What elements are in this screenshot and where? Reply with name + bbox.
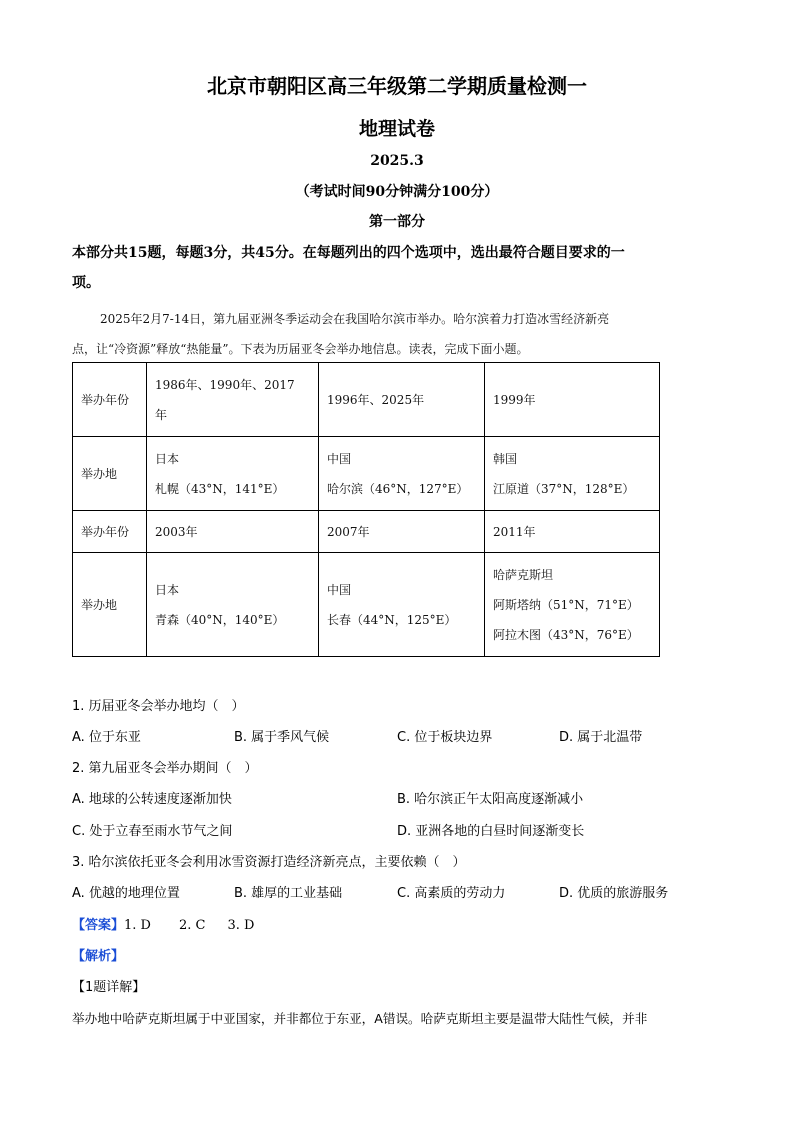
intro-line-1: 2025年2月7-14日，第九届亚洲冬季运动会在我国哈尔滨市举办。哈尔滨着力打造冰雪经济新亮 (100, 312, 610, 326)
question-1-option-b: B. 属于季风气候 (234, 730, 330, 745)
table-cell (319, 553, 485, 657)
table-row (73, 363, 660, 437)
cell-line: 哈萨克斯坦 (493, 567, 554, 582)
cell-line: 长春（44°N，125°E） (327, 612, 457, 627)
table-cell (485, 437, 660, 511)
question-3-option-c: C. 高素质的劳动力 (397, 886, 506, 901)
question-2-stem: 2. 第九届亚冬会举办期间（ ） (72, 761, 258, 776)
cell-line: 日本 (155, 451, 180, 466)
part-heading: 第一部分 (369, 214, 425, 230)
analysis-text: 举办地中哈萨克斯坦属于中亚国家，并非都位于东亚，A错误。哈萨克斯坦主要是温带大陆性气候，并非 (72, 1011, 648, 1026)
table-header-cell: 举办地 (73, 437, 147, 511)
cell-line: 中国 (327, 451, 352, 466)
table-cell (147, 437, 319, 511)
cell-line: 江原道（37°N，128°E） (493, 481, 635, 496)
instructions-line-2: 项。 (72, 275, 100, 291)
table-cell: 1999年 (485, 363, 660, 437)
question-2-option-a: A. 地球的公转速度逐渐加快 (72, 792, 232, 807)
subject-title: 地理试卷 (358, 118, 435, 140)
cell-line: 韩国 (493, 451, 518, 466)
table-cell (147, 553, 319, 657)
answer-label: 【答案】 (72, 918, 125, 933)
table-cell (147, 363, 319, 437)
question-3-stem: 3. 哈尔滨依托亚冬会利用冰雪资源打造经济新亮点，主要依赖（ ） (72, 855, 466, 870)
cell-line: 阿斯塔纳（51°N，71°E） (493, 597, 639, 612)
table-row (73, 553, 660, 657)
table-header-cell: 举办年份 (73, 363, 147, 437)
answer-1: 1. D (124, 918, 151, 933)
table-cell: 1996年、2025年 (319, 363, 485, 437)
question-2-option-b: B. 哈尔滨正午太阳高度逐渐减小 (397, 792, 584, 807)
table-row (73, 437, 660, 511)
question-2-option-c: C. 处于立春至雨水节气之间 (72, 824, 233, 839)
cell-line: 年 (155, 407, 168, 422)
question-2-option-d: D. 亚洲各地的白昼时间逐渐变长 (397, 824, 585, 839)
exam-time-info: （考试时间90分钟满分100分） (295, 184, 499, 200)
cell-line: 札幌（43°N，141°E） (155, 481, 285, 496)
cell-line: 哈尔滨（46°N，127°E） (327, 481, 469, 496)
question-3-option-d: D. 优质的旅游服务 (559, 886, 669, 901)
table-row (73, 511, 660, 553)
cell-line: 1986年、1990年、2017 (155, 377, 295, 392)
answer-2: 2. C (178, 918, 206, 933)
instructions-line-1: 本部分共15题，每题3分，共45分。在每题列出的四个选项中，选出最符合题目要求的一 (72, 245, 625, 261)
cell-line: 青森（40°N，140°E） (155, 612, 285, 627)
table-cell: 2011年 (485, 511, 660, 553)
table-cell (319, 437, 485, 511)
cell-line: 日本 (155, 582, 180, 597)
intro-line-2: 点，让“冷资源”释放“热能量”。下表为历届亚冬会举办地信息。读表，完成下面小题。 (72, 342, 529, 356)
question-1-option-c: C. 位于板块边界 (397, 730, 493, 745)
exam-date: 2025.3 (370, 153, 424, 169)
host-info-table (72, 362, 660, 657)
question-3-option-a: A. 优越的地理位置 (72, 886, 180, 901)
cell-line: 中国 (327, 582, 352, 597)
table-cell (485, 553, 660, 657)
cell-line: 阿拉木图（43°N，76°E） (493, 627, 639, 642)
answer-row (72, 914, 254, 933)
table-header-cell: 举办年份 (73, 511, 147, 553)
question-1-option-a: A. 位于东亚 (72, 730, 141, 745)
analysis-label: 【解析】 (72, 949, 125, 964)
table-cell: 2003年 (147, 511, 319, 553)
answer-3: 3. D (227, 918, 255, 933)
detail-label: 【1题详解】 (72, 980, 146, 995)
table-header-cell: 举办地 (73, 553, 147, 657)
table-cell: 2007年 (319, 511, 485, 553)
exam-title: 北京市朝阳区高三年级第二学期质量检测一 (207, 74, 587, 98)
question-3-option-b: B. 雄厚的工业基础 (234, 886, 343, 901)
question-1-option-d: D. 属于北温带 (559, 730, 643, 745)
question-1-stem: 1. 历届亚冬会举办地均（ ） (72, 699, 245, 714)
